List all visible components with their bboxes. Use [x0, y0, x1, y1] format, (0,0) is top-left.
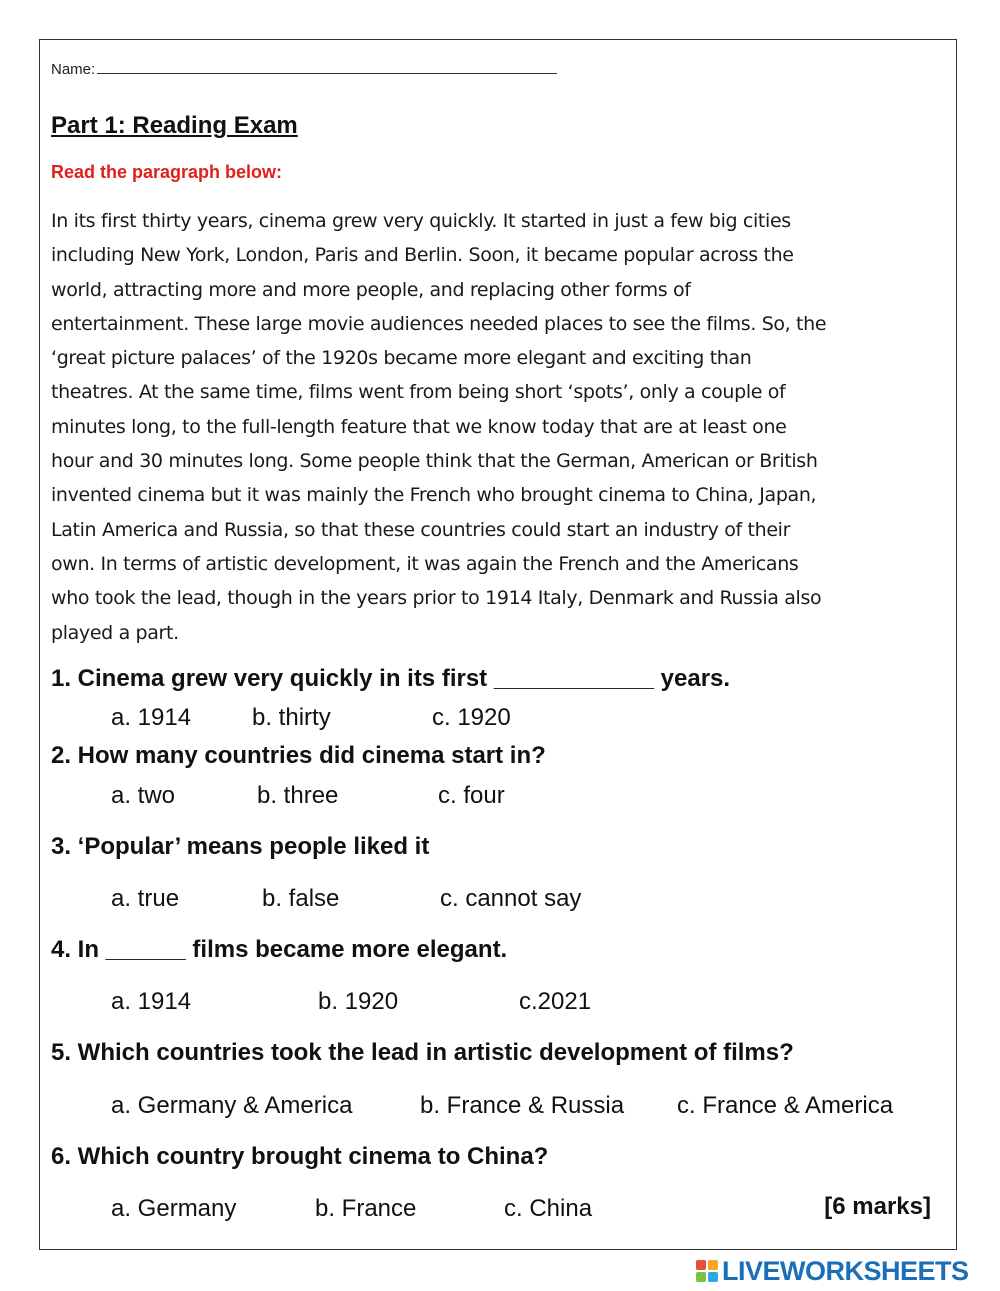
option-a[interactable]: a. 1914 — [111, 704, 192, 731]
question-6: 6. Which country brought cinema to China? — [51, 1143, 549, 1170]
question-6-options — [111, 1195, 941, 1225]
option-b[interactable]: b. three — [257, 782, 339, 809]
option-b[interactable]: b. false — [262, 885, 340, 912]
option-a[interactable]: a. Germany — [111, 1195, 237, 1222]
option-c[interactable]: c. 1920 — [432, 704, 511, 731]
option-c[interactable]: c. four — [438, 782, 505, 809]
paragraph-line: entertainment. These large movie audiences needed places to see the films. So, the — [51, 312, 827, 335]
question-5-options — [111, 1092, 941, 1122]
reading-paragraph — [51, 204, 951, 650]
option-c[interactable]: c.2021 — [519, 988, 592, 1015]
option-b[interactable]: b. France — [315, 1195, 417, 1222]
marks-total: [6 marks] — [824, 1193, 931, 1220]
instruction-text: Read the paragraph below: — [51, 162, 283, 182]
liveworksheets-brand[interactable] — [696, 1256, 969, 1286]
option-a[interactable]: a. true — [111, 885, 180, 912]
paragraph-line: hour and 30 minutes long. Some people think that the German, American or British — [51, 450, 818, 473]
option-a[interactable]: a. two — [111, 782, 176, 809]
paragraph-line: world, attracting more and more people, and replacing other forms of — [51, 278, 691, 301]
name-line — [97, 61, 557, 74]
question-3-options — [111, 885, 941, 915]
paragraph-line: invented cinema but it was mainly the French who brought cinema to China, Japan, — [51, 484, 817, 507]
question-3: 3. ‘Popular’ means people liked it — [51, 833, 430, 860]
liveworksheets-logo-icon — [696, 1260, 718, 1282]
option-a[interactable]: a. 1914 — [111, 988, 192, 1015]
question-4-options — [111, 988, 941, 1018]
option-b[interactable]: b. 1920 — [318, 988, 399, 1015]
option-b[interactable]: b. thirty — [252, 704, 331, 731]
paragraph-line: including New York, London, Paris and Berlin. Soon, it became popular across the — [51, 244, 794, 267]
paragraph-line: own. In terms of artistic development, it was again the French and the Americans — [51, 552, 799, 575]
paragraph-line: In its first thirty years, cinema grew very quickly. It started in just a few big cities — [51, 210, 791, 232]
name-label: Name: — [51, 61, 96, 78]
paragraph-line: played a part. — [51, 621, 179, 644]
option-c[interactable]: c. cannot say — [440, 885, 582, 912]
question-1: 1. Cinema grew very quickly in its first ____________ years. — [51, 665, 731, 692]
option-b[interactable]: b. France & Russia — [420, 1092, 625, 1119]
paragraph-line: Latin America and Russia, so that these countries could start an industry of their — [51, 518, 791, 541]
page-title: Part 1: Reading Exam — [51, 112, 298, 139]
option-c[interactable]: c. China — [504, 1195, 593, 1222]
option-a[interactable]: a. Germany & America — [111, 1092, 353, 1119]
question-4: 4. In ______ films became more elegant. — [51, 936, 508, 963]
option-c[interactable]: c. France & America — [677, 1092, 894, 1119]
name-field[interactable] — [51, 61, 557, 78]
brand-name: LIVEWORKSHEETS — [722, 1255, 969, 1286]
paragraph-line: who took the lead, though in the years prior to 1914 Italy, Denmark and Russia also — [51, 587, 822, 610]
question-2-options — [111, 782, 941, 812]
question-1-options — [111, 704, 941, 734]
question-5: 5. Which countries took the lead in artistic development of films? — [51, 1039, 794, 1066]
paragraph-line: ‘great picture palaces’ of the 1920s became more elegant and exciting than — [51, 347, 752, 370]
paragraph-line: theatres. At the same time, films went from being short ‘spots’, only a couple of — [51, 381, 786, 404]
question-2: 2. How many countries did cinema start in? — [51, 742, 546, 769]
paragraph-line: minutes long, to the full-length feature that we know today that are at least one — [51, 415, 787, 438]
